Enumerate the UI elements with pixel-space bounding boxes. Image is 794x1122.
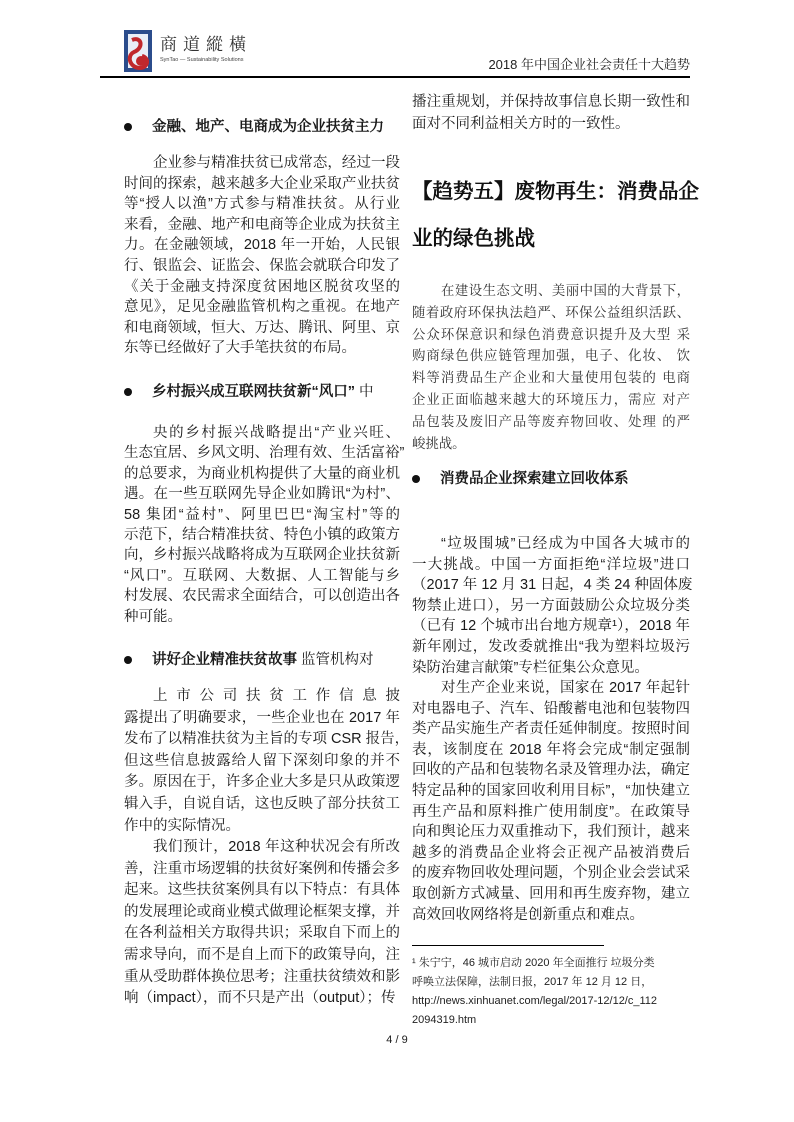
paragraph-line: 来看，金融、地产和电商等企业成为扶贫主 xyxy=(124,216,400,233)
paragraph-line: 峻挑战。 xyxy=(412,436,466,452)
paragraph-line: 善，注重市场逻辑的扶贫好案例和传播会多 xyxy=(124,860,400,877)
paragraph-line: 作中的实际情况。 xyxy=(124,817,240,834)
bullet-heading-tail: 监管机构对 xyxy=(297,652,374,668)
paragraph-line: 时间的探索，越来越多大企业采取产业扶贫 xyxy=(124,175,400,192)
paragraph-line: 重从受助群体换位思考；注重扶贫绩效和影 xyxy=(124,968,400,985)
paragraph-line: 58 集团“益村”、阿里巴巴“淘宝村”等的 xyxy=(124,506,400,523)
paragraph-line: 取创新方式减量、回用和再生废弃物，建立 xyxy=(412,886,690,902)
logo-english-text: SynTao — Sustainability Solutions xyxy=(160,57,244,63)
bullet-icon xyxy=(124,656,132,664)
paragraph-line: 和电商领域，恒大、万达、腾讯、阿里、京 xyxy=(124,319,400,336)
footnote-line: http://news.xinhuanet.com/legal/2017-12/12/c_112 xyxy=(412,995,658,1007)
bullet-heading-bold: 消费品企业探索建立回收体系 xyxy=(440,471,629,487)
paragraph-line: 越多的消费品企业将会正视产品被消费后 xyxy=(412,844,690,861)
paragraph-line: 响（impact），而不只是产出（output）；传 xyxy=(124,990,396,1007)
bullet-icon xyxy=(412,475,420,483)
bullet-heading-text xyxy=(152,650,374,670)
paragraph-line: 但这些信息披露给人留下深刻印象的并不 xyxy=(124,752,400,769)
paragraph-line: 对生产企业来说，国家在 2017 年起针 xyxy=(441,680,690,696)
paragraph-line: 品包装及废旧产品等废弃物回收、处理 的严 xyxy=(412,414,690,430)
paragraph-line: 我们预计，2018 年这种状况会有所改 xyxy=(153,839,400,855)
paragraph-line: 播注重规划，并保持故事信息长期一致性和 xyxy=(412,94,690,110)
paragraph-line: 表，该制度在 2018 年将会完成“制定强制 xyxy=(412,741,690,758)
paragraph-line: 东等已经做好了大手笔扶贫的布局。 xyxy=(124,340,356,357)
bullet-heading-bold: 乡村振兴成互联网扶贫新“风口” xyxy=(152,384,355,400)
paragraph-line: 对电器电子、汽车、铅酸蓄电池和包装物四 xyxy=(412,700,690,717)
paragraph-line: 的发展理论或商业模式做理论框架支撑，并 xyxy=(124,903,400,920)
bullet-heading-bold: 金融、地产、电商成为企业扶贫主力 xyxy=(152,119,384,135)
bullet-heading xyxy=(124,117,404,137)
paragraph-line: 的废弃物回收处理问题，个别企业会尝试采 xyxy=(412,865,690,882)
paragraph-line: 在建设生态文明、美丽中国的大背景下， xyxy=(441,284,690,299)
bullet-heading-text xyxy=(152,382,374,402)
paragraph-line: 村发展、农民需求全面结合，可以创造出各 xyxy=(124,588,400,605)
logo-chinese-text: 商道縱橫 xyxy=(160,35,252,55)
section-heading-line: 业的绿色挑战 xyxy=(412,227,535,250)
paragraph-line: 向，乡村振兴战略将成为互联网企业扶贫新 xyxy=(124,547,400,564)
bullet-icon xyxy=(124,123,132,131)
paragraph-line: 种可能。 xyxy=(124,608,182,625)
paragraph-line: 再生产品和原料推广使用制度”。在政策导 xyxy=(412,803,690,820)
paragraph-line: 《关于金融支持深度贫困地区脱贫攻坚的 xyxy=(124,278,400,295)
paragraph-line: 意见》，足见金融监管机构之重视。在地产 xyxy=(124,299,400,316)
paragraph-line: 向和舆论压力双重推动下，我们预计，越来 xyxy=(412,824,690,841)
header-divider xyxy=(100,76,690,78)
bullet-icon xyxy=(124,388,132,396)
paragraph-line: 上市公司扶贫工作信息披 xyxy=(153,688,400,704)
section-heading-line: 【趋势五】废物再生：消费品企 xyxy=(412,180,699,203)
paragraph-line: 等“授人以渔”方式参与精准扶贫。从行业 xyxy=(124,196,400,213)
paragraph-line: 的总要求，为商业机构提供了大量的商业机 xyxy=(124,465,400,482)
logo-emblem-icon xyxy=(122,28,156,74)
bullet-heading-bold: 讲好企业精准扶贫故事 xyxy=(152,652,297,668)
paragraph-line: 高效回收网络将是创新重点和难点。 xyxy=(412,906,644,923)
footnote-line: 2094319.htm xyxy=(412,1014,477,1026)
paragraph-line: 遇。在一些互联网先导企业如腾讯“为村”、 xyxy=(124,486,400,503)
paragraph-line: 企业正面临越来越大的环境压力，需应 对产 xyxy=(412,393,690,408)
paragraph-line: 起来。这些扶贫案例具有以下特点：有具体 xyxy=(124,882,400,899)
paragraph-line: （已有 12 个城市出台地方规章¹），2018 年 xyxy=(412,618,690,635)
paragraph-line: 行、银监会、证监会、保监会就联合印发了 xyxy=(124,258,400,274)
syntao-logo xyxy=(122,28,322,74)
paragraph-line: 力。在金融领域，2018 年一开始，人民银 xyxy=(124,237,400,254)
footnote-line: ¹ 朱宁宁，46 城市启动 2020 年全面推行 垃圾分类 xyxy=(412,957,655,969)
paragraph-line: 新年刚过，发改委就推出“我为塑料垃圾污 xyxy=(412,639,690,655)
paragraph-line: 多。原因在于，许多企业大多是只从政策逻 xyxy=(124,774,400,791)
bullet-heading xyxy=(124,382,404,402)
document-title: 2018 年中国企业社会责任十大趋势 xyxy=(488,57,690,72)
paragraph-line: 一大挑战。中国一方面拒绝“洋垃圾”进口 xyxy=(412,556,690,573)
paragraph-line: 料等消费品生产企业和大量使用包装的 电商 xyxy=(412,371,690,387)
paragraph-line: 公众环保意识和绿色消费意识提升及大型 采 xyxy=(412,327,690,343)
paragraph-line: “垃圾围城”已经成为中国各大城市的 xyxy=(441,536,690,552)
paragraph-line: 随着政府环保执法趋严、环保公益组织活跃、 xyxy=(412,305,690,321)
paragraph-line: 染防治建言献策”专栏征集公众意见。 xyxy=(412,659,649,676)
paragraph-line: 企业参与精准扶贫已成常态，经过一段 xyxy=(153,155,400,171)
bullet-heading xyxy=(412,469,692,489)
paragraph-line: 辑入手，自说自话，这也反映了部分扶贫工 xyxy=(124,796,400,812)
paragraph-line: 购商绿色供应链管理加强，电子、化妆、 饮 xyxy=(412,349,690,365)
bullet-heading-tail: 中 xyxy=(355,384,374,400)
paragraph-line: 露提出了明确要求，一些企业也在 2017 年 xyxy=(124,709,400,726)
paragraph-line: 生态宜居、乡风文明、治理有效、生活富裕” xyxy=(124,445,405,462)
paragraph-line: 央的乡村振兴战略提出“产业兴旺、 xyxy=(153,425,400,441)
paragraph-line: 需求导向，而不是自上而下的政策导向，注 xyxy=(124,947,400,963)
paragraph-line: 回收的产品和包装物名录及管理办法，确定 xyxy=(412,762,690,779)
bullet-heading-text xyxy=(440,469,629,489)
paragraph-line: 类产品实施生产者责任延伸制度。按照时间 xyxy=(412,721,690,738)
paragraph-line: 发布了以精准扶贫为主旨的专项 CSR 报告， xyxy=(124,731,410,748)
paragraph-line: （2017 年 12 月 31 日起，4 类 24 种固体废 xyxy=(412,577,693,594)
paragraph-line: “风口”。互联网、大数据、人工智能与乡 xyxy=(124,567,400,584)
paragraph-line: 面对不同利益相关方时的一致性。 xyxy=(412,116,630,132)
paragraph-line: 在各利益相关方取得共识；采取自下而上的 xyxy=(124,925,400,942)
paragraph-line: 特定品种的国家回收利用目标”，“加快建立 xyxy=(412,783,690,799)
footnote-line: 呼唤立法保障，法制日报，2017 年 12 月 12 日， xyxy=(412,976,653,988)
bullet-heading-text xyxy=(152,117,384,137)
paragraph-line: 物禁止进口），另一方面鼓励公众垃圾分类 xyxy=(412,597,690,614)
paragraph-line: 示范下，结合精准扶贫、特色小镇的政策方 xyxy=(124,527,400,543)
page-number: 4 / 9 xyxy=(386,1034,408,1046)
footnote-divider xyxy=(412,945,604,946)
bullet-heading xyxy=(124,650,404,670)
